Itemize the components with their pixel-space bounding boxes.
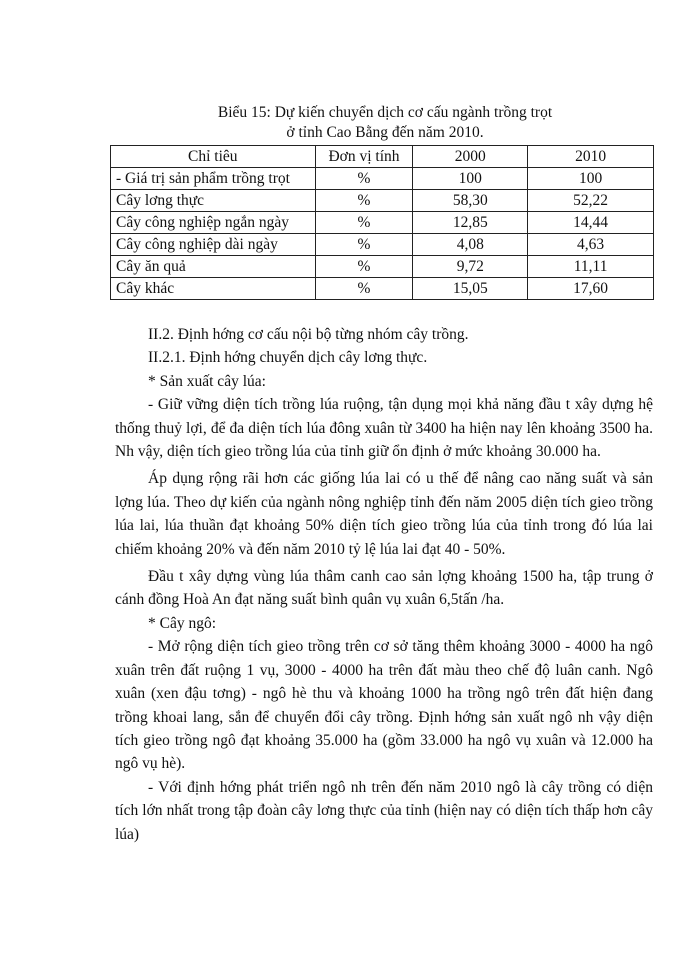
paragraph: - Với định hớng phát triển ngô nh trên đến năm 2010 ngô là cây trồng có diện tích lớn nhất trong tập đoàn cây lơng thực của tỉnh (hiện nay có diện tích thấp hơn cây lúa) <box>115 778 653 843</box>
row-unit: % <box>315 190 413 212</box>
paragraph: Áp dụng rộng rãi hơn các giống lúa lai có u thế để nâng cao năng suất và sản lợng lúa. Theo dự kiến của ngành nông nghiệp tỉnh đến năm 2005 diện tích gieo trồng lúa lai, lúa thuần đạt khoảng 50% diện tích gieo trồng lúa của tỉnh trong đó lúa lai chiếm khoảng 20% và đến năm 2010 tỷ lệ lúa lai đạt 40 - 50%. <box>115 470 653 558</box>
table-row <box>111 234 654 256</box>
row-label: Cây ăn quả <box>111 256 316 278</box>
header-2010: 2010 <box>528 146 654 168</box>
section-heading: II.2. Định hớng cơ cấu nội bộ từng nhóm cây trồng. <box>148 326 469 343</box>
row-unit: % <box>315 278 413 300</box>
row-value-2000: 4,08 <box>413 234 528 256</box>
paragraph: - Mở rộng diện tích gieo trồng trên cơ sở tăng thêm khoảng 3000 - 4000 ha ngô xuân trên đất ruộng 1 vụ, 3000 - 4000 ha trên đất màu theo chế độ luân canh. Ngô xuân (xen đậu tơng) - ngô hè thu và khoảng 1000 ha trồng ngô trên đất hiện đang trồng khoai lang, sắn để chuyển đổi cây trồng. Định hớng sản xuất ngô nh vậy diện tích gieo trồng ngô đạt khoảng 35.000 ha (gồm 33.000 ha ngô vụ xuân và 12.000 ha ngô vụ hè). <box>115 638 653 773</box>
row-value-2010: 100 <box>528 168 654 190</box>
row-value-2010: 11,11 <box>528 256 654 278</box>
row-unit: % <box>315 234 413 256</box>
table-header-row <box>111 146 654 168</box>
row-value-2000: 9,72 <box>413 256 528 278</box>
row-value-2010: 52,22 <box>528 190 654 212</box>
paragraph: Đầu t xây dựng vùng lúa thâm canh cao sản lợng khoảng 1500 ha, tập trung ở cánh đồng Hoà An đạt năng suất bình quân vụ xuân 6,5tấn /ha. <box>115 568 653 609</box>
row-label: - Giá trị sản phẩm trồng trọt <box>111 168 316 190</box>
paragraph: - Giữ vững diện tích trồng lúa ruộng, tận dụng mọi khả năng đầu t xây dựng hệ thống thuỷ lợi, để đa diện tích lúa đông xuân từ 3400 ha hiện nay lên khoảng 3500 ha. Nh vậy, diện tích gieo trồng lúa của tỉnh giữ ổn định ở mức khoảng 30.000 ha. <box>115 396 653 461</box>
table-caption-line1: Biểu 15: Dự kiến chuyển dịch cơ cấu ngành trồng trọt <box>217 104 553 121</box>
row-value-2000: 100 <box>413 168 528 190</box>
crop-structure-table <box>110 145 654 300</box>
header-unit: Đơn vị tính <box>315 146 413 168</box>
table-row <box>111 256 654 278</box>
table-row <box>111 190 654 212</box>
row-value-2000: 58,30 <box>413 190 528 212</box>
row-label: Cây công nghiệp ngắn ngày <box>111 212 316 234</box>
row-value-2010: 4,63 <box>528 234 654 256</box>
table-row <box>111 168 654 190</box>
row-label: Cây khác <box>111 278 316 300</box>
row-unit: % <box>315 168 413 190</box>
row-label: Cây công nghiệp dài ngày <box>111 234 316 256</box>
row-unit: % <box>315 256 413 278</box>
body-text <box>115 323 653 846</box>
row-value-2000: 12,85 <box>413 212 528 234</box>
table-caption-line2: ở tỉnh Cao Bằng đến năm 2010. <box>286 124 484 141</box>
row-value-2010: 14,44 <box>528 212 654 234</box>
subsection-heading: II.2.1. Định hớng chuyển dịch cây lơng thực. <box>148 349 428 367</box>
header-indicator: Chỉ tiêu <box>111 146 316 168</box>
table-row <box>111 212 654 234</box>
row-value-2010: 17,60 <box>528 278 654 300</box>
table-row <box>111 278 654 300</box>
row-value-2000: 15,05 <box>413 278 528 300</box>
row-label: Cây lơng thực <box>111 190 316 212</box>
rice-heading: * Sản xuất cây lúa: <box>148 372 266 390</box>
corn-heading: * Cây ngô: <box>148 614 217 632</box>
row-unit: % <box>315 212 413 234</box>
header-2000: 2000 <box>413 146 528 168</box>
